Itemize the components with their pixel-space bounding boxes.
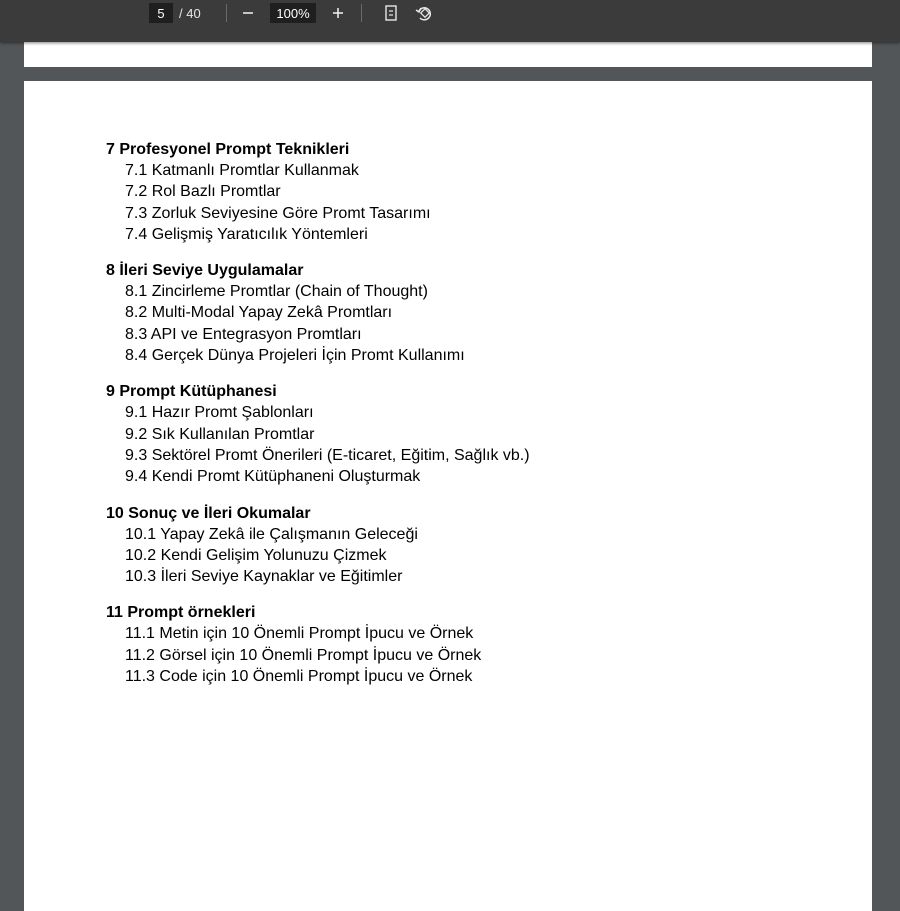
toc-item: 9.2 Sık Kullanılan Promtlar: [125, 425, 315, 443]
fit-page-icon: [383, 4, 399, 22]
toc-item: 10.2 Kendi Gelişim Yolunuzu Çizmek: [125, 546, 387, 564]
toolbar-divider: [226, 4, 227, 22]
pdf-toolbar: [0, 0, 900, 42]
minus-icon: [241, 6, 255, 20]
toc-item: 11.1 Metin için 10 Önemli Prompt İpucu ve Örnek: [125, 625, 474, 643]
toc-section: [106, 260, 806, 366]
toc-item: 8.1 Zincirleme Promtlar (Chain of Thought): [125, 283, 428, 301]
table-of-contents: [106, 139, 806, 702]
plus-icon: [331, 6, 345, 20]
fit-page-button[interactable]: [380, 3, 402, 23]
toc-section: [106, 602, 806, 687]
zoom-in-button[interactable]: [327, 3, 349, 23]
zoom-out-button[interactable]: [237, 3, 259, 23]
page-total: / 40: [179, 5, 201, 21]
toc-item: 10.3 İleri Seviye Kaynaklar ve Eğitimler: [125, 568, 403, 586]
toc-section-title: 11 Prompt örnekleri: [106, 604, 256, 622]
pdf-page: [24, 81, 872, 911]
toc-item: 8.2 Multi-Modal Yapay Zekâ Promtları: [125, 304, 393, 322]
toc-item: 9.4 Kendi Promt Kütüphaneni Oluşturmak: [125, 468, 421, 486]
toc-section: [106, 139, 806, 245]
rotate-icon: [415, 4, 433, 22]
toc-item: 11.3 Code için 10 Önemli Prompt İpucu ve Örnek: [125, 668, 473, 686]
toc-section-title: 9 Prompt Kütüphanesi: [106, 383, 277, 401]
toc-item: 8.3 API ve Entegrasyon Promtları: [125, 325, 362, 343]
toc-item: 7.3 Zorluk Seviyesine Göre Promt Tasarımı: [125, 204, 431, 222]
toc-section-title: 10 Sonuç ve İleri Okumalar: [106, 504, 311, 522]
toc-section: [106, 381, 806, 487]
toc-section-title: 8 İleri Seviye Uygulamalar: [106, 262, 304, 280]
toc-item: 9.1 Hazır Promt Şablonları: [125, 404, 314, 422]
zoom-level[interactable]: 100%: [270, 3, 316, 23]
toc-item: 10.1 Yapay Zekâ ile Çalışmanın Geleceği: [125, 525, 418, 543]
toc-item: 8.4 Gerçek Dünya Projeleri İçin Promt Kullanımı: [125, 347, 465, 365]
toc-section-title: 7 Profesyonel Prompt Teknikleri: [106, 141, 350, 158]
toc-item: 7.4 Gelişmiş Yaratıcılık Yöntemleri: [125, 225, 368, 243]
rotate-button[interactable]: [413, 3, 435, 23]
page-number-input[interactable]: [149, 3, 173, 23]
toc-item: 11.2 Görsel için 10 Önemli Prompt İpucu ve Örnek: [125, 646, 482, 664]
toc-item: 9.3 Sektörel Promt Önerileri (E-ticaret, Eğitim, Sağlık vb.): [125, 446, 530, 464]
toc-item: 7.2 Rol Bazlı Promtlar: [125, 183, 281, 201]
toolbar-divider: [361, 4, 362, 22]
toc-section: [106, 503, 806, 588]
toc-item: 7.1 Katmanlı Promtlar Kullanmak: [125, 162, 359, 179]
